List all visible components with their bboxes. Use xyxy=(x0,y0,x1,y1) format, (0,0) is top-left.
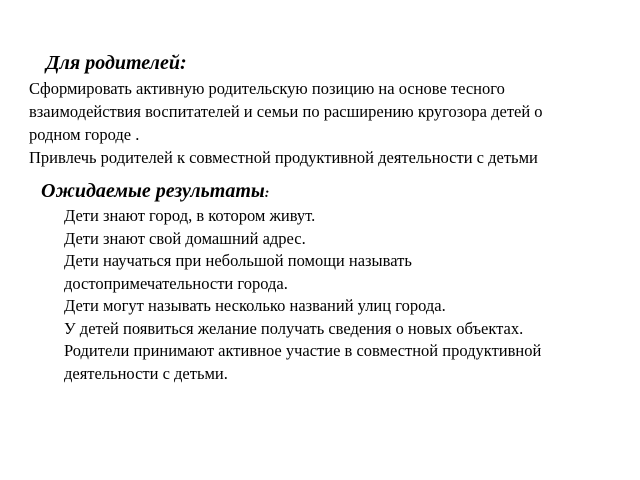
parents-heading: Для родителей: xyxy=(46,52,187,74)
text-line: Привлечь родителей к совместной продуктивной деятельности с детьми xyxy=(29,148,538,167)
text-line: Дети знают город, в котором живут. xyxy=(64,206,316,225)
text-line: деятельности с детьми. xyxy=(64,363,228,383)
text-line: Родители принимают активное участие в совместной продуктивной xyxy=(64,341,542,360)
text-line: родном городе . xyxy=(29,125,140,144)
text-line: Дети знают свой домашний адрес. xyxy=(64,228,306,248)
results-heading xyxy=(41,180,269,203)
results-heading-text: Ожидаемые результаты xyxy=(41,180,265,202)
text-line: взаимодействия воспитателей и семьи по расширению кругозора детей о xyxy=(29,102,543,121)
text-line: достопримечательности города. xyxy=(64,273,288,293)
text-line: Сформировать активную родительскую позицию на основе тесного xyxy=(29,79,505,98)
text-line: Дети научаться при небольшой помощи называть xyxy=(64,251,412,270)
results-text xyxy=(64,205,624,385)
text-line: У детей появиться желание получать сведения о новых объектах. xyxy=(64,318,524,338)
results-heading-colon: : xyxy=(264,186,270,201)
text-line: Дети могут называть несколько названий улиц города. xyxy=(64,296,446,315)
parents-text xyxy=(29,77,629,169)
